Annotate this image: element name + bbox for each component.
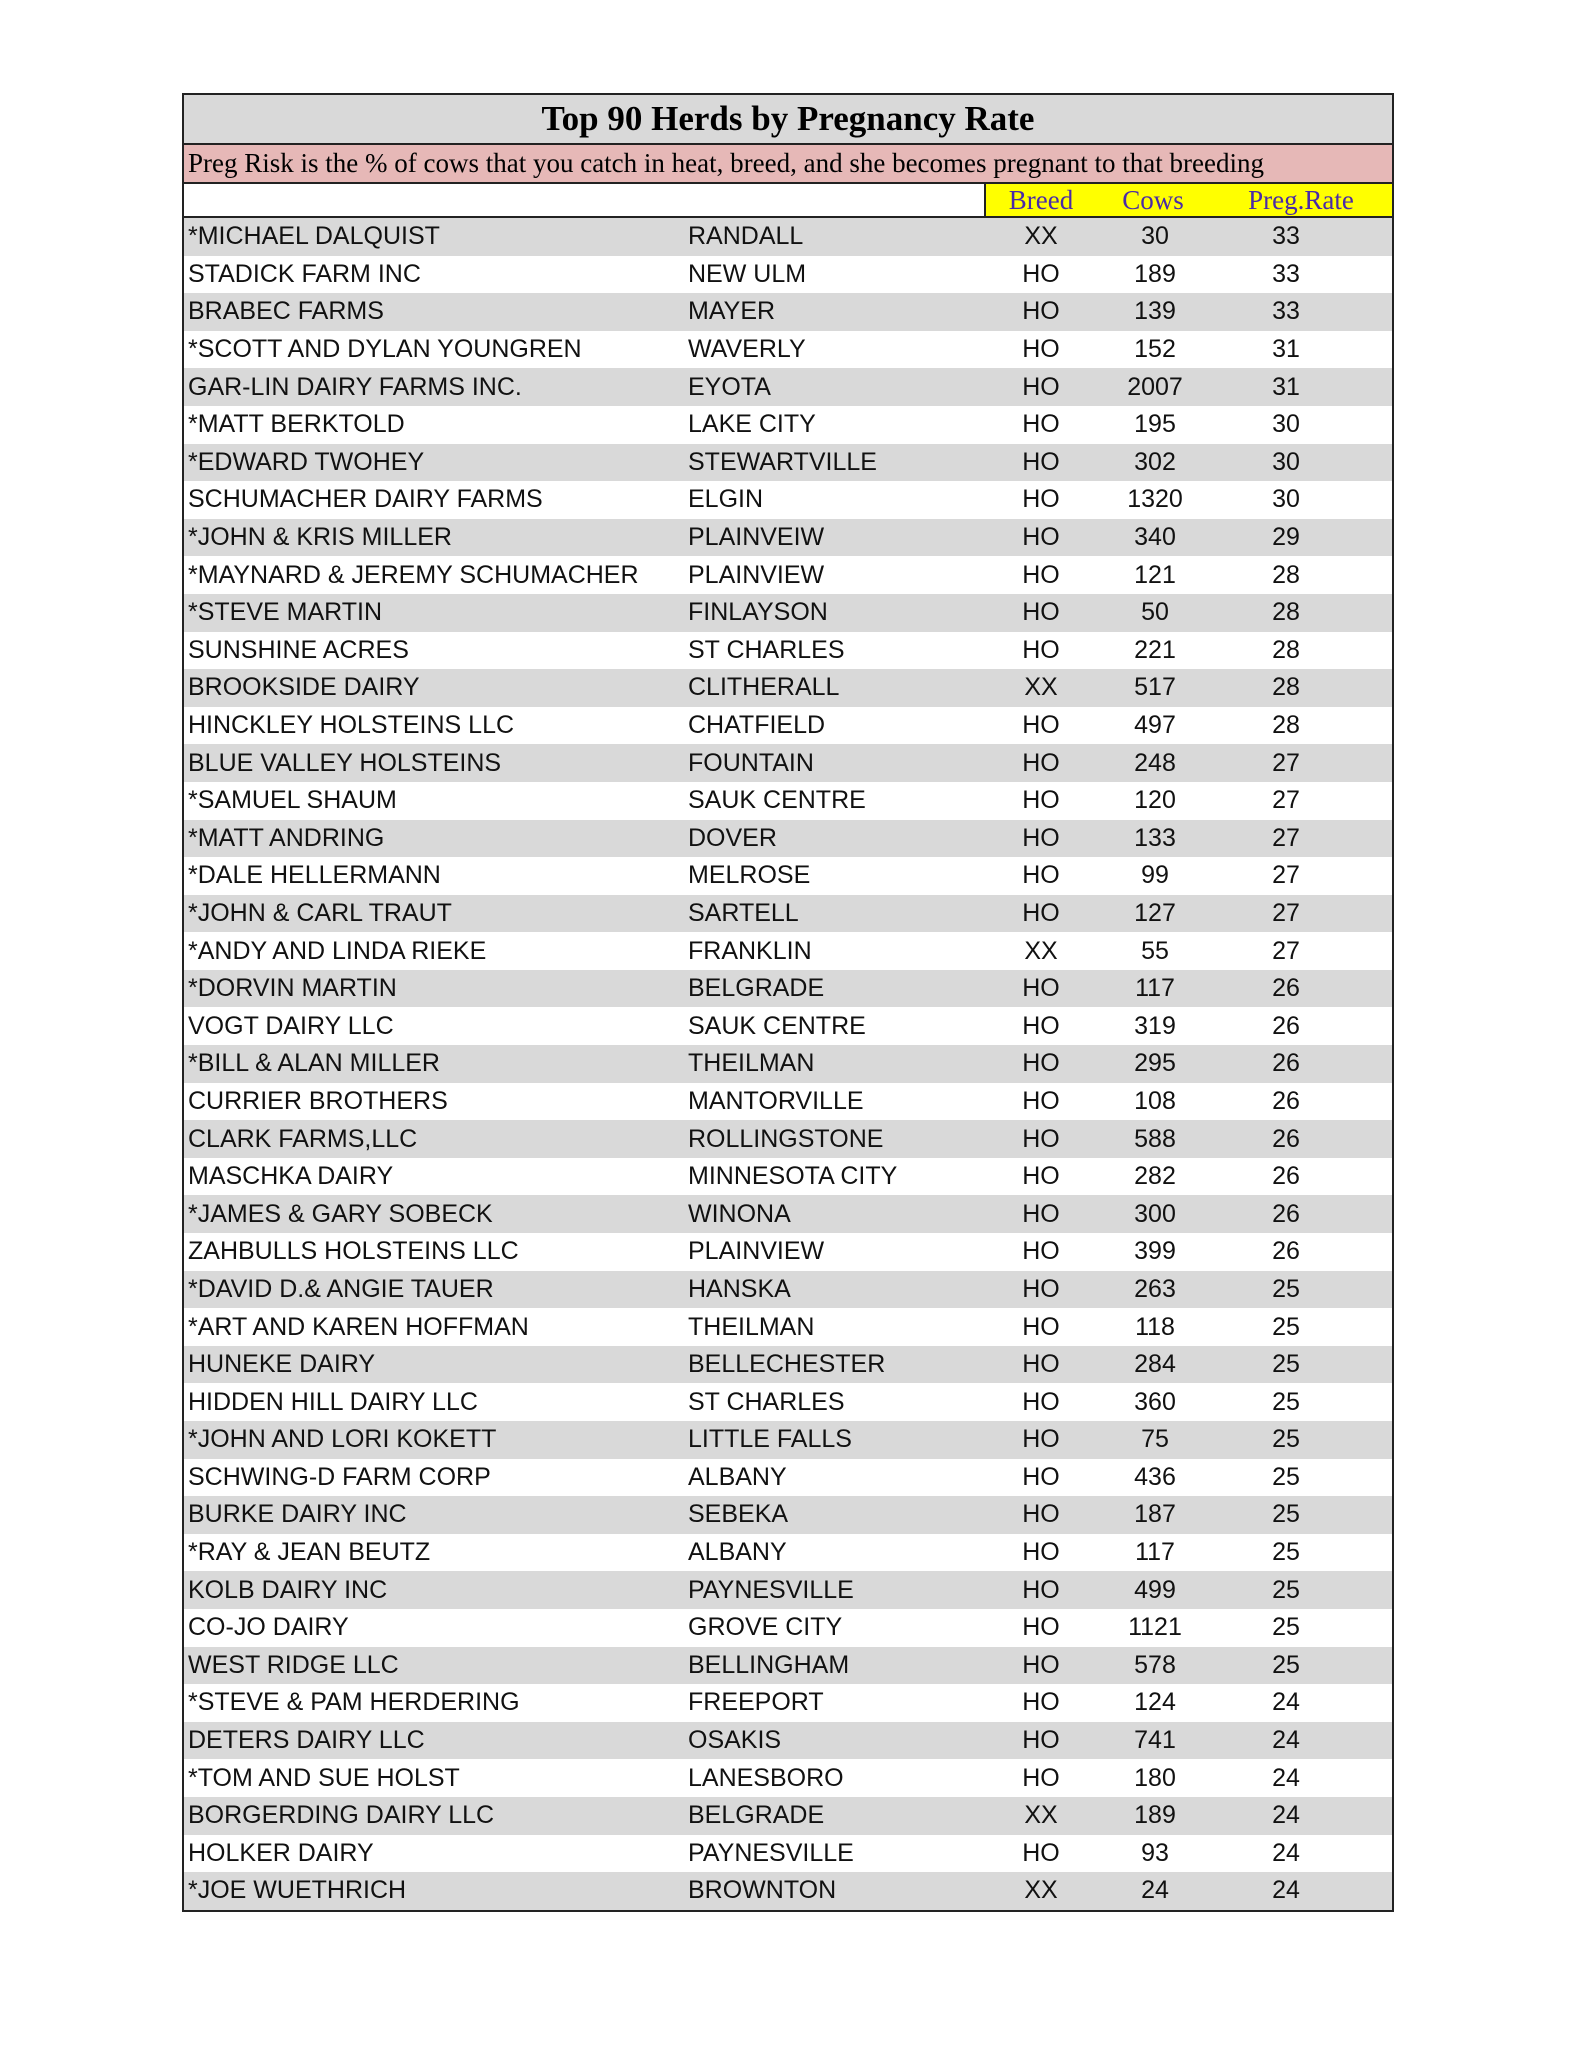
breed-cell: XX (1024, 1876, 1058, 1905)
city-cell: THEILMAN (688, 1049, 815, 1078)
table-row (184, 1609, 1392, 1647)
breed-cell: HO (1022, 711, 1060, 740)
preg-rate-cell: 24 (1272, 1876, 1300, 1905)
preg-rate-cell: 25 (1272, 1312, 1300, 1341)
cows-cell: 436 (1134, 1462, 1176, 1491)
herd-name-cell: *STEVE & PAM HERDERING (188, 1688, 520, 1717)
cows-cell: 133 (1134, 823, 1176, 852)
table-header (184, 184, 1392, 218)
breed-cell: HO (1022, 748, 1060, 777)
cows-cell: 588 (1134, 1124, 1176, 1153)
cows-cell: 221 (1134, 635, 1176, 664)
cows-cell: 578 (1134, 1650, 1176, 1679)
city-cell: PAYNESVILLE (688, 1575, 854, 1604)
breed-cell: HO (1022, 635, 1060, 664)
herd-name-cell: HIDDEN HILL DAIRY LLC (188, 1387, 478, 1416)
herd-name-cell: *TOM AND SUE HOLST (188, 1763, 460, 1792)
preg-rate-cell: 24 (1272, 1801, 1300, 1830)
table-row (184, 1797, 1392, 1835)
preg-rate-cell: 26 (1272, 1162, 1300, 1191)
preg-rate-cell: 27 (1272, 748, 1300, 777)
table-row (184, 1835, 1392, 1873)
breed-cell: HO (1022, 447, 1060, 476)
cows-cell: 302 (1134, 447, 1176, 476)
herd-name-cell: CLARK FARMS,LLC (188, 1124, 418, 1153)
preg-rate-cell: 28 (1272, 673, 1300, 702)
city-cell: MINNESOTA CITY (688, 1162, 898, 1191)
breed-cell: HO (1022, 485, 1060, 514)
preg-rate-cell: 24 (1272, 1838, 1300, 1867)
herd-name-cell: BORGERDING DAIRY LLC (188, 1801, 495, 1830)
herd-table (182, 93, 1394, 1912)
city-cell: OSAKIS (688, 1726, 782, 1755)
city-cell: SAUK CENTRE (688, 786, 866, 815)
preg-rate-cell: 28 (1272, 598, 1300, 627)
header-preg-rate: Preg.Rate (1248, 185, 1354, 215)
table-row (184, 669, 1392, 707)
city-cell: LANESBORO (688, 1763, 844, 1792)
breed-cell: HO (1022, 1011, 1060, 1040)
cows-cell: 300 (1134, 1199, 1176, 1228)
preg-rate-cell: 27 (1272, 936, 1300, 965)
herd-name-cell: STADICK FARM INC (188, 259, 421, 288)
preg-rate-cell: 26 (1272, 1086, 1300, 1115)
header-blank (184, 184, 984, 216)
preg-rate-cell: 27 (1272, 861, 1300, 890)
city-cell: HANSKA (688, 1274, 791, 1303)
cows-cell: 399 (1134, 1237, 1176, 1266)
cows-cell: 340 (1134, 523, 1176, 552)
city-cell: MELROSE (688, 861, 811, 890)
city-cell: ST CHARLES (688, 635, 845, 664)
herd-name-cell: SCHWING-D FARM CORP (188, 1462, 491, 1491)
table-row (184, 1346, 1392, 1384)
cows-cell: 499 (1134, 1575, 1176, 1604)
table-row (184, 1872, 1392, 1910)
city-cell: NEW ULM (688, 259, 807, 288)
table-row (184, 1195, 1392, 1233)
preg-rate-cell: 26 (1272, 1237, 1300, 1266)
cows-cell: 282 (1134, 1162, 1176, 1191)
subtitle-note: Preg Risk is the % of cows that you catch in heat, breed, and she becomes pregnant to that breeding (184, 145, 1392, 184)
city-cell: FRANKLIN (688, 936, 812, 965)
cows-cell: 117 (1135, 1538, 1175, 1567)
breed-cell: HO (1022, 1763, 1060, 1792)
breed-cell: HO (1022, 523, 1060, 552)
table-row (184, 256, 1392, 294)
city-cell: CLITHERALL (688, 673, 840, 702)
breed-cell: HO (1022, 1350, 1060, 1379)
breed-cell: XX (1024, 1801, 1058, 1830)
herd-name-cell: HUNEKE DAIRY (188, 1350, 376, 1379)
cows-cell: 99 (1141, 861, 1169, 890)
preg-rate-cell: 24 (1272, 1763, 1300, 1792)
cows-cell: 517 (1134, 673, 1176, 702)
cows-cell: 93 (1141, 1838, 1169, 1867)
table-row (184, 820, 1392, 858)
herd-name-cell: *DORVIN MARTIN (188, 974, 397, 1003)
preg-rate-cell: 25 (1272, 1350, 1300, 1379)
cows-cell: 248 (1134, 748, 1176, 777)
herd-name-cell: *JOHN AND LORI KOKETT (188, 1425, 497, 1454)
herd-name-cell: *JOE WUETHRICH (188, 1876, 407, 1905)
table-row (184, 1496, 1392, 1534)
city-cell: WINONA (688, 1199, 791, 1228)
herd-name-cell: *MATT ANDRING (188, 823, 385, 852)
preg-rate-cell: 29 (1272, 523, 1300, 552)
herd-name-cell: *DALE HELLERMANN (188, 861, 441, 890)
preg-rate-cell: 26 (1272, 1049, 1300, 1078)
herd-name-cell: *DAVID D.& ANGIE TAUER (188, 1274, 494, 1303)
cows-cell: 127 (1134, 898, 1176, 927)
breed-cell: HO (1022, 1613, 1060, 1642)
table-row (184, 1759, 1392, 1797)
herd-name-cell: *STEVE MARTIN (188, 598, 383, 627)
city-cell: MANTORVILLE (688, 1086, 864, 1115)
preg-rate-cell: 28 (1272, 635, 1300, 664)
city-cell: RANDALL (688, 222, 804, 251)
preg-rate-cell: 26 (1272, 1124, 1300, 1153)
breed-cell: HO (1022, 1500, 1060, 1529)
cows-cell: 284 (1134, 1350, 1176, 1379)
herd-name-cell: BLUE VALLEY HOLSTEINS (188, 748, 502, 777)
table-body (184, 218, 1392, 1910)
table-row (184, 368, 1392, 406)
cows-cell: 30 (1141, 222, 1169, 251)
city-cell: ELGIN (688, 485, 764, 514)
city-cell: WAVERLY (688, 335, 806, 364)
cows-cell: 189 (1134, 1801, 1176, 1830)
preg-rate-cell: 31 (1272, 372, 1300, 401)
city-cell: LAKE CITY (688, 410, 816, 439)
herd-name-cell: *JAMES & GARY SOBECK (188, 1199, 493, 1228)
table-row (184, 481, 1392, 519)
herd-name-cell: *JOHN & KRIS MILLER (188, 523, 452, 552)
breed-cell: HO (1022, 335, 1060, 364)
breed-cell: HO (1022, 560, 1060, 589)
breed-cell: HO (1022, 1162, 1060, 1191)
preg-rate-cell: 30 (1272, 485, 1300, 514)
table-row (184, 331, 1392, 369)
city-cell: SEBEKA (688, 1500, 789, 1529)
city-cell: PAYNESVILLE (688, 1838, 854, 1867)
herd-name-cell: *MAYNARD & JEREMY SCHUMACHER (188, 560, 639, 589)
cows-cell: 189 (1134, 259, 1176, 288)
city-cell: FREEPORT (688, 1688, 824, 1717)
cows-cell: 152 (1134, 335, 1176, 364)
cows-cell: 50 (1141, 598, 1169, 627)
herd-name-cell: GAR-LIN DAIRY FARMS INC. (188, 372, 522, 401)
table-row (184, 932, 1392, 970)
breed-cell: HO (1022, 1838, 1060, 1867)
herd-name-cell: *ANDY AND LINDA RIEKE (188, 936, 487, 965)
breed-cell: HO (1022, 823, 1060, 852)
breed-cell: HO (1022, 1124, 1060, 1153)
cows-cell: 117 (1135, 974, 1175, 1003)
breed-cell: HO (1022, 598, 1060, 627)
table-row (184, 1233, 1392, 1271)
table-row (184, 782, 1392, 820)
breed-cell: HO (1022, 1726, 1060, 1755)
cows-cell: 263 (1134, 1274, 1176, 1303)
breed-cell: HO (1022, 1538, 1060, 1567)
table-row (184, 1083, 1392, 1121)
preg-rate-cell: 28 (1272, 711, 1300, 740)
city-cell: SARTELL (688, 898, 799, 927)
breed-cell: HO (1022, 1086, 1060, 1115)
breed-cell: HO (1022, 861, 1060, 890)
herd-name-cell: BURKE DAIRY INC (188, 1500, 407, 1529)
city-cell: ALBANY (688, 1538, 787, 1567)
preg-rate-cell: 25 (1272, 1425, 1300, 1454)
herd-name-cell: ZAHBULLS HOLSTEINS LLC (188, 1237, 519, 1266)
herd-name-cell: *JOHN & CARL TRAUT (188, 898, 452, 927)
city-cell: LITTLE FALLS (688, 1425, 852, 1454)
breed-cell: HO (1022, 1650, 1060, 1679)
preg-rate-cell: 26 (1272, 1011, 1300, 1040)
herd-name-cell: *MATT BERKTOLD (188, 410, 405, 439)
herd-name-cell: CURRIER BROTHERS (188, 1086, 448, 1115)
preg-rate-cell: 25 (1272, 1613, 1300, 1642)
table-row (184, 1684, 1392, 1722)
herd-name-cell: BROOKSIDE DAIRY (188, 673, 420, 702)
table-row (184, 1571, 1392, 1609)
table-row (184, 594, 1392, 632)
preg-rate-cell: 25 (1272, 1274, 1300, 1303)
table-row (184, 519, 1392, 557)
cows-cell: 55 (1141, 936, 1169, 965)
cows-cell: 2007 (1127, 372, 1183, 401)
herd-name-cell: KOLB DAIRY INC (188, 1575, 388, 1604)
cows-cell: 497 (1134, 711, 1176, 740)
breed-cell: HO (1022, 1575, 1060, 1604)
herd-name-cell: BRABEC FARMS (188, 297, 384, 326)
herd-name-cell: *MICHAEL DALQUIST (188, 222, 440, 251)
header-breed: Breed (1008, 185, 1074, 215)
cows-cell: 741 (1134, 1726, 1176, 1755)
page-title: Top 90 Herds by Pregnancy Rate (184, 95, 1392, 145)
breed-cell: HO (1022, 259, 1060, 288)
cows-cell: 24 (1141, 1876, 1169, 1905)
table-row (184, 1383, 1392, 1421)
herd-name-cell: MASCHKA DAIRY (188, 1162, 394, 1191)
preg-rate-cell: 24 (1272, 1726, 1300, 1755)
cows-cell: 124 (1134, 1688, 1176, 1717)
breed-cell: HO (1022, 1199, 1060, 1228)
table-row (184, 744, 1392, 782)
city-cell: EYOTA (688, 372, 771, 401)
table-row (184, 1045, 1392, 1083)
breed-cell: HO (1022, 1387, 1060, 1416)
herd-name-cell: WEST RIDGE LLC (188, 1650, 399, 1679)
cows-cell: 75 (1141, 1425, 1169, 1454)
breed-cell: HO (1022, 1312, 1060, 1341)
preg-rate-cell: 30 (1272, 410, 1300, 439)
cows-cell: 139 (1134, 297, 1176, 326)
breed-cell: HO (1022, 410, 1060, 439)
city-cell: BROWNTON (688, 1876, 837, 1905)
preg-rate-cell: 33 (1272, 297, 1300, 326)
preg-rate-cell: 26 (1272, 1199, 1300, 1228)
city-cell: PLAINVIEW (688, 560, 825, 589)
city-cell: SAUK CENTRE (688, 1011, 866, 1040)
preg-rate-cell: 28 (1272, 560, 1300, 589)
city-cell: DOVER (688, 823, 777, 852)
table-row (184, 895, 1392, 933)
herd-name-cell: SUNSHINE ACRES (188, 635, 409, 664)
preg-rate-cell: 25 (1272, 1538, 1300, 1567)
cows-cell: 360 (1134, 1387, 1176, 1416)
header-cows: Cows (1122, 185, 1184, 215)
header-highlight (984, 184, 1392, 216)
breed-cell: HO (1022, 786, 1060, 815)
breed-cell: HO (1022, 1237, 1060, 1266)
herd-name-cell: DETERS DAIRY LLC (188, 1726, 425, 1755)
table-row (184, 1459, 1392, 1497)
preg-rate-cell: 26 (1272, 974, 1300, 1003)
table-row (184, 632, 1392, 670)
herd-name-cell: *BILL & ALAN MILLER (188, 1049, 440, 1078)
preg-rate-cell: 25 (1272, 1500, 1300, 1529)
table-row (184, 1647, 1392, 1685)
breed-cell: HO (1022, 1274, 1060, 1303)
cows-cell: 319 (1134, 1011, 1176, 1040)
herd-name-cell: HINCKLEY HOLSTEINS LLC (188, 711, 515, 740)
breed-cell: HO (1022, 1462, 1060, 1491)
breed-cell: HO (1022, 1425, 1060, 1454)
preg-rate-cell: 33 (1272, 222, 1300, 251)
table-row (184, 1271, 1392, 1309)
city-cell: PLAINVEIW (688, 523, 825, 552)
cows-cell: 187 (1134, 1500, 1176, 1529)
preg-rate-cell: 25 (1272, 1462, 1300, 1491)
city-cell: BELLECHESTER (688, 1350, 886, 1379)
herd-name-cell: *ART AND KAREN HOFFMAN (188, 1312, 529, 1341)
city-cell: ROLLINGSTONE (688, 1124, 884, 1153)
herd-name-cell: *SAMUEL SHAUM (188, 786, 397, 815)
city-cell: FOUNTAIN (688, 748, 814, 777)
cows-cell: 1121 (1128, 1613, 1182, 1642)
preg-rate-cell: 25 (1272, 1575, 1300, 1604)
city-cell: ALBANY (688, 1462, 787, 1491)
breed-cell: HO (1022, 297, 1060, 326)
city-cell: BELGRADE (688, 1801, 825, 1830)
cows-cell: 108 (1134, 1086, 1176, 1115)
cows-cell: 121 (1134, 560, 1176, 589)
city-cell: GROVE CITY (688, 1613, 843, 1642)
cows-cell: 120 (1134, 786, 1176, 815)
city-cell: THEILMAN (688, 1312, 815, 1341)
preg-rate-cell: 27 (1272, 786, 1300, 815)
table-row (184, 857, 1392, 895)
cows-cell: 180 (1134, 1763, 1176, 1792)
table-row (184, 707, 1392, 745)
table-row (184, 406, 1392, 444)
city-cell: PLAINVIEW (688, 1237, 825, 1266)
herd-name-cell: CO-JO DAIRY (188, 1613, 349, 1642)
breed-cell: HO (1022, 1688, 1060, 1717)
breed-cell: XX (1024, 673, 1058, 702)
cows-cell: 1320 (1127, 485, 1183, 514)
breed-cell: HO (1022, 898, 1060, 927)
breed-cell: XX (1024, 222, 1058, 251)
preg-rate-cell: 31 (1272, 335, 1300, 364)
herd-name-cell: *EDWARD TWOHEY (188, 447, 425, 476)
table-row (184, 1007, 1392, 1045)
herd-name-cell: *RAY & JEAN BEUTZ (188, 1538, 431, 1567)
breed-cell: HO (1022, 974, 1060, 1003)
preg-rate-cell: 30 (1272, 447, 1300, 476)
table-row (184, 1534, 1392, 1572)
breed-cell: XX (1024, 936, 1058, 965)
table-row (184, 1158, 1392, 1196)
herd-name-cell: HOLKER DAIRY (188, 1838, 374, 1867)
preg-rate-cell: 27 (1272, 823, 1300, 852)
preg-rate-cell: 24 (1272, 1688, 1300, 1717)
city-cell: ST CHARLES (688, 1387, 845, 1416)
table-row (184, 1421, 1392, 1459)
city-cell: BELGRADE (688, 974, 825, 1003)
preg-rate-cell: 27 (1272, 898, 1300, 927)
breed-cell: HO (1022, 1049, 1060, 1078)
table-row (184, 1120, 1392, 1158)
cows-cell: 118 (1135, 1312, 1175, 1341)
table-row (184, 444, 1392, 482)
city-cell: CHATFIELD (688, 711, 826, 740)
preg-rate-cell: 25 (1272, 1387, 1300, 1416)
table-row (184, 218, 1392, 256)
table-row (184, 1308, 1392, 1346)
city-cell: FINLAYSON (688, 598, 828, 627)
table-row (184, 970, 1392, 1008)
cows-cell: 195 (1134, 410, 1176, 439)
table-row (184, 556, 1392, 594)
preg-rate-cell: 25 (1272, 1650, 1300, 1679)
city-cell: STEWARTVILLE (688, 447, 877, 476)
city-cell: MAYER (688, 297, 776, 326)
herd-name-cell: SCHUMACHER DAIRY FARMS (188, 485, 543, 514)
breed-cell: HO (1022, 372, 1060, 401)
preg-rate-cell: 33 (1272, 259, 1300, 288)
table-row (184, 293, 1392, 331)
herd-name-cell: VOGT DAIRY LLC (188, 1011, 394, 1040)
herd-name-cell: *SCOTT AND DYLAN YOUNGREN (188, 335, 582, 364)
cows-cell: 295 (1134, 1049, 1176, 1078)
city-cell: BELLINGHAM (688, 1650, 850, 1679)
table-row (184, 1722, 1392, 1760)
